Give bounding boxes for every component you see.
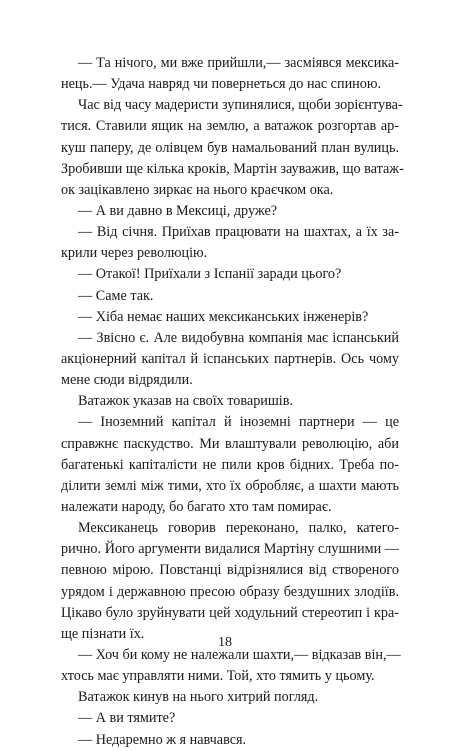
text-line: — Та нічого, ми вже прийшли,— засміявся мексика- [78, 55, 399, 71]
text-line: справжнє паскудство. Ми влаштували революцію, аби [61, 435, 399, 452]
text-line: хтось має управляти ними. Той, хто тямить у цьому. [61, 668, 375, 685]
text-line: — Звісно є. Але видобувна компанія має іспанський [78, 329, 399, 346]
text-line: тися. Ставили ящик на землю, а ватажок розгортав ар- [61, 118, 399, 135]
text-line: акціонерний капітал й іспанських партнерів. Ось чому [61, 350, 399, 367]
text-line: Цікаво було зруйнувати цей ходульний стереотип і кра- [61, 604, 399, 621]
text-line: крили через революцію. [61, 245, 208, 262]
text-line: — Недаремно ж я навчався. [78, 731, 247, 748]
text-line: — Від січня. Приїхав працювати на шахтах, а їх за- [78, 224, 399, 241]
text-line: багатенькі капіталісти не пили кров бідних. Треба по- [61, 456, 399, 473]
text-line: Ватажок указав на своїх товаришів. [78, 393, 293, 410]
text-line: ділити землі між тими, хто їх обробляє, а шахти мають [61, 477, 399, 494]
text-line: — А ви давно в Мексиці, друже? [78, 202, 278, 219]
text-line: мене сюди відрядили. [61, 372, 193, 389]
text-line: нець.— Удача навряд чи повернеться до нас спиною. [61, 76, 381, 93]
text-line: — Хоч би кому не належали шахти,— відказав він,— [78, 646, 401, 663]
text-line: Зробивши ще кілька кроків, Мартін зауважив, що ватаж- [61, 160, 404, 177]
text-line: Мексиканець говорив переконано, палко, катего- [78, 520, 399, 537]
text-line: ок зацікавлено зиркає на нього краєчком ока. [61, 181, 334, 198]
text-line: певною мірою. Повстанці відрізнялися від створеного [61, 562, 399, 579]
text-line: належати народу, бо багато хто там помирає. [61, 498, 332, 515]
text-line: ще пізнати їх. [61, 625, 145, 642]
text-line: — А ви тямите? [78, 710, 176, 727]
page-number: 18 [218, 635, 232, 650]
text-line: Ватажок кинув на нього хитрий погляд. [78, 689, 319, 706]
text-line: куш паперу, де олівцем був намальований план вулиць. [61, 139, 399, 156]
text-line: урядом і державною пресою образу бездушних злодіїв. [61, 583, 399, 600]
text-line: Час від часу мадеристи зупинялися, щоби зорієнтува- [78, 97, 403, 114]
text-line: — Хіба немає наших мексиканських інженерів? [78, 308, 369, 325]
text-line: — Саме так. [78, 287, 154, 304]
text-line: — Іноземний капітал й іноземні партнери — це [78, 414, 399, 431]
text-line: рично. Його аргументи видалися Мартіну слушними — [61, 541, 399, 558]
text-line: — Отакої! Приїхали з Іспанії заради цього? [78, 266, 342, 283]
